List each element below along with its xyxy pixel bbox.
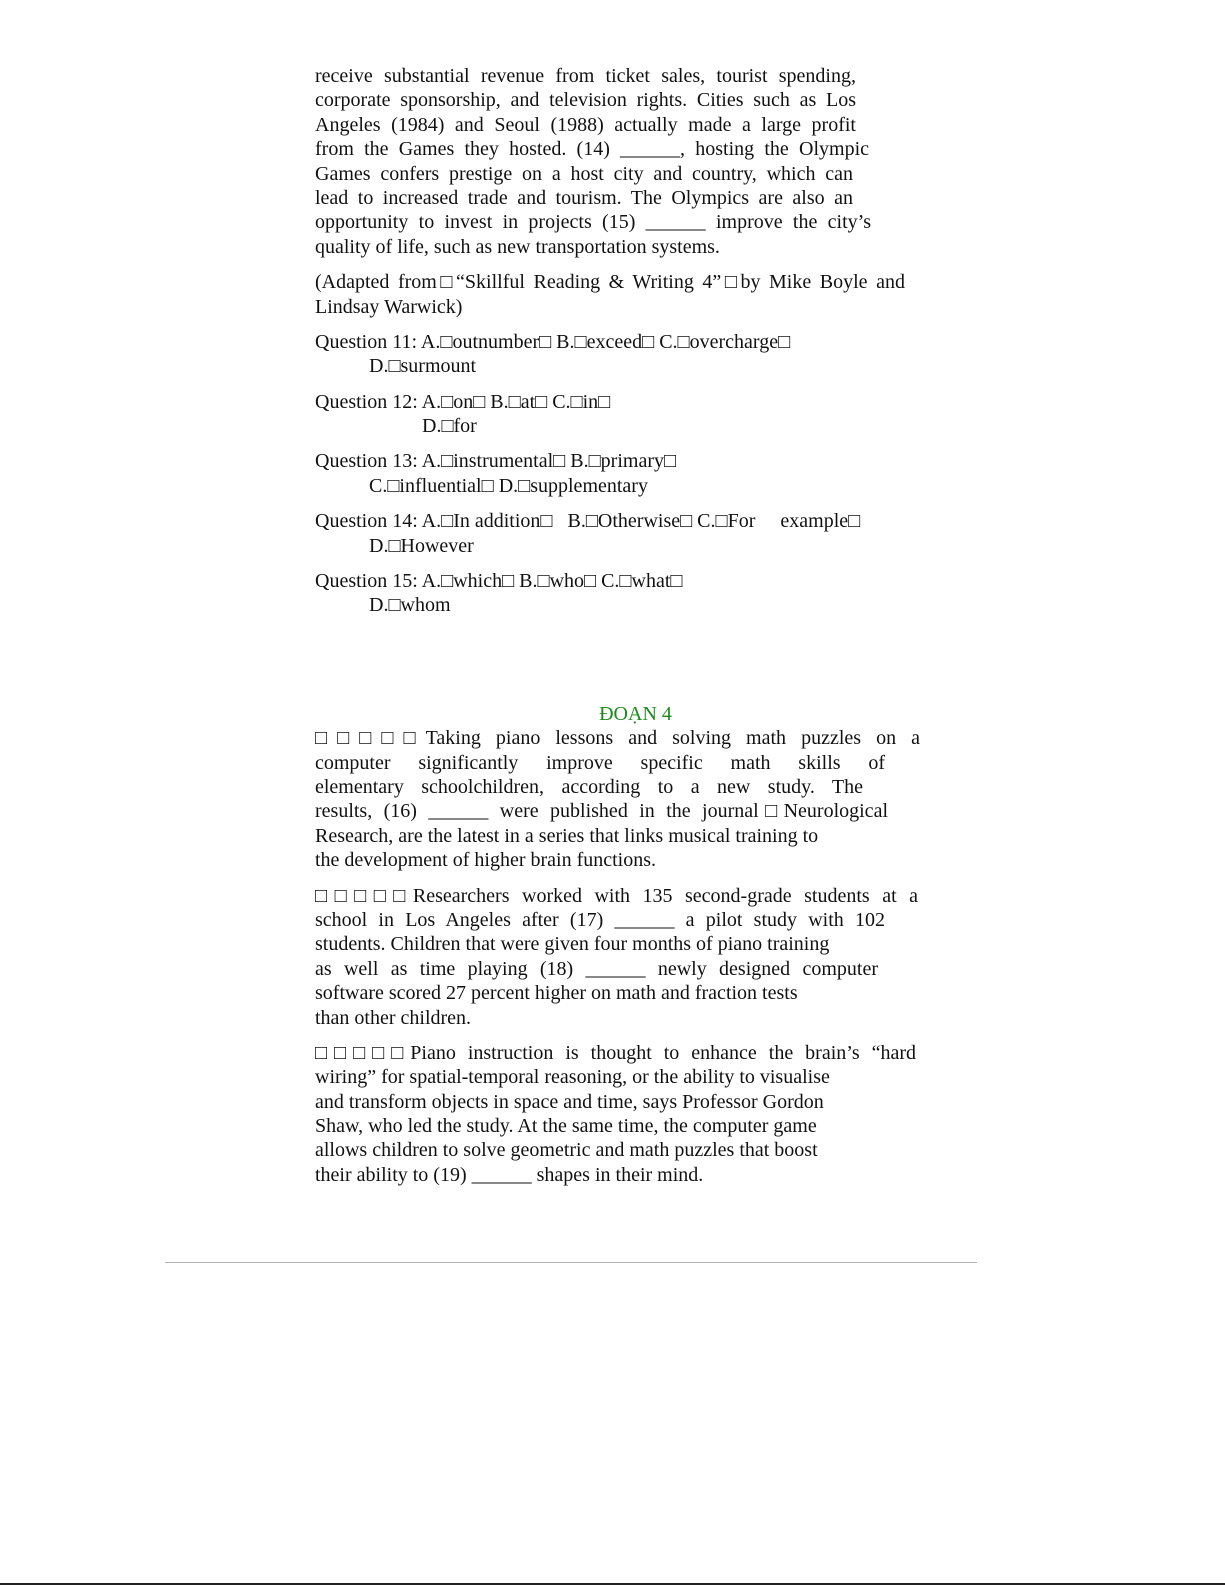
text-line: from the Games they hosted. (14) ______, hosting the Olympic — [315, 138, 869, 161]
text-line: results, (16) ______ were published in the journal□Neurological — [315, 800, 888, 823]
text-line: Lindsay Warwick) — [315, 295, 463, 318]
text-line: Games confers prestige on a host city and country, which can — [315, 162, 853, 185]
text-line: their ability to (19) ______ shapes in their mind. — [315, 1163, 704, 1186]
question-13 — [315, 449, 920, 498]
question-options-line: Question 14: A.□In addition□ B.□Otherwise□ C.□For example□ — [315, 510, 861, 533]
text-line: software scored 27 percent higher on math and fraction tests — [315, 982, 798, 1005]
text-line: opportunity to invest in projects (15) ______ improve the city’s — [315, 211, 871, 234]
text-line: school in Los Angeles after (17) ______ a pilot study with 102 — [315, 908, 885, 931]
text-line: □□□□□Researchers worked with 135 second-grade students at a — [315, 884, 918, 907]
text-line: quality of life, such as new transportation systems. — [315, 235, 720, 258]
text-line: corporate sponsorship, and television rights. Cities such as Los — [315, 89, 856, 112]
question-15 — [315, 569, 920, 618]
text-line: computer significantly improve specific math skills of — [315, 751, 885, 774]
text-line: as well as time playing (18) ______ newly designed computer — [315, 957, 878, 980]
question-11 — [315, 330, 920, 379]
question-12 — [315, 390, 920, 439]
text-line: □□□□□Taking piano lessons and solving math puzzles on a — [315, 727, 920, 750]
question-options-line: D.□surmount — [369, 355, 477, 378]
question-options-line: Question 12: A.□on□ B.□at□ C.□in□ — [315, 390, 611, 413]
text-line: students. Children that were given four months of piano training — [315, 933, 830, 956]
passage-paragraph — [315, 64, 920, 259]
text-line: the development of higher brain functions. — [315, 849, 657, 872]
page-divider — [165, 1262, 977, 1263]
text-line: Research, are the latest in a series that links musical training to — [315, 824, 819, 847]
question-options-line: C.□influential□ D.□supplementary — [369, 474, 648, 497]
section4-paragraph-2 — [315, 884, 920, 1030]
text-line: wiring” for spatial-temporal reasoning, or the ability to visualise — [315, 1066, 830, 1089]
question-options-line: D.□However — [369, 534, 474, 557]
question-options-line: D.□for — [422, 415, 477, 438]
question-options-line: Question 11: A.□outnumber□ B.□exceed□ C.□overcharge□ — [315, 330, 791, 353]
document-body — [315, 64, 920, 1187]
text-line: Shaw, who led the study. At the same time, the computer game — [315, 1115, 817, 1138]
text-line: and transform objects in space and time, says Professor Gordon — [315, 1090, 824, 1113]
question-options-line: D.□whom — [369, 594, 451, 617]
source-citation — [315, 270, 920, 319]
text-line: Angeles (1984) and Seoul (1988) actually made a large profit — [315, 113, 856, 136]
section4-paragraph-1 — [315, 726, 920, 872]
question-options-line: Question 13: A.□instrumental□ B.□primary□ — [315, 450, 677, 473]
text-line: (Adapted from□“Skillful Reading & Writing 4”□by Mike Boyle and — [315, 271, 905, 294]
question-options-line: Question 15: A.□which□ B.□who□ C.□what□ — [315, 570, 683, 593]
text-line: □□□□□Piano instruction is thought to enhance the brain’s “hard — [315, 1041, 916, 1064]
text-line: lead to increased trade and tourism. The Olympics are also an — [315, 186, 853, 209]
text-line: than other children. — [315, 1006, 472, 1029]
text-line: elementary schoolchildren, according to a new study. The — [315, 775, 863, 798]
section-heading: ĐOẠN 4 — [599, 702, 672, 725]
section4-paragraph-3 — [315, 1041, 920, 1187]
question-14 — [315, 509, 920, 558]
text-line: allows children to solve geometric and math puzzles that boost — [315, 1139, 818, 1162]
text-line: receive substantial revenue from ticket sales, tourist spending, — [315, 65, 856, 87]
